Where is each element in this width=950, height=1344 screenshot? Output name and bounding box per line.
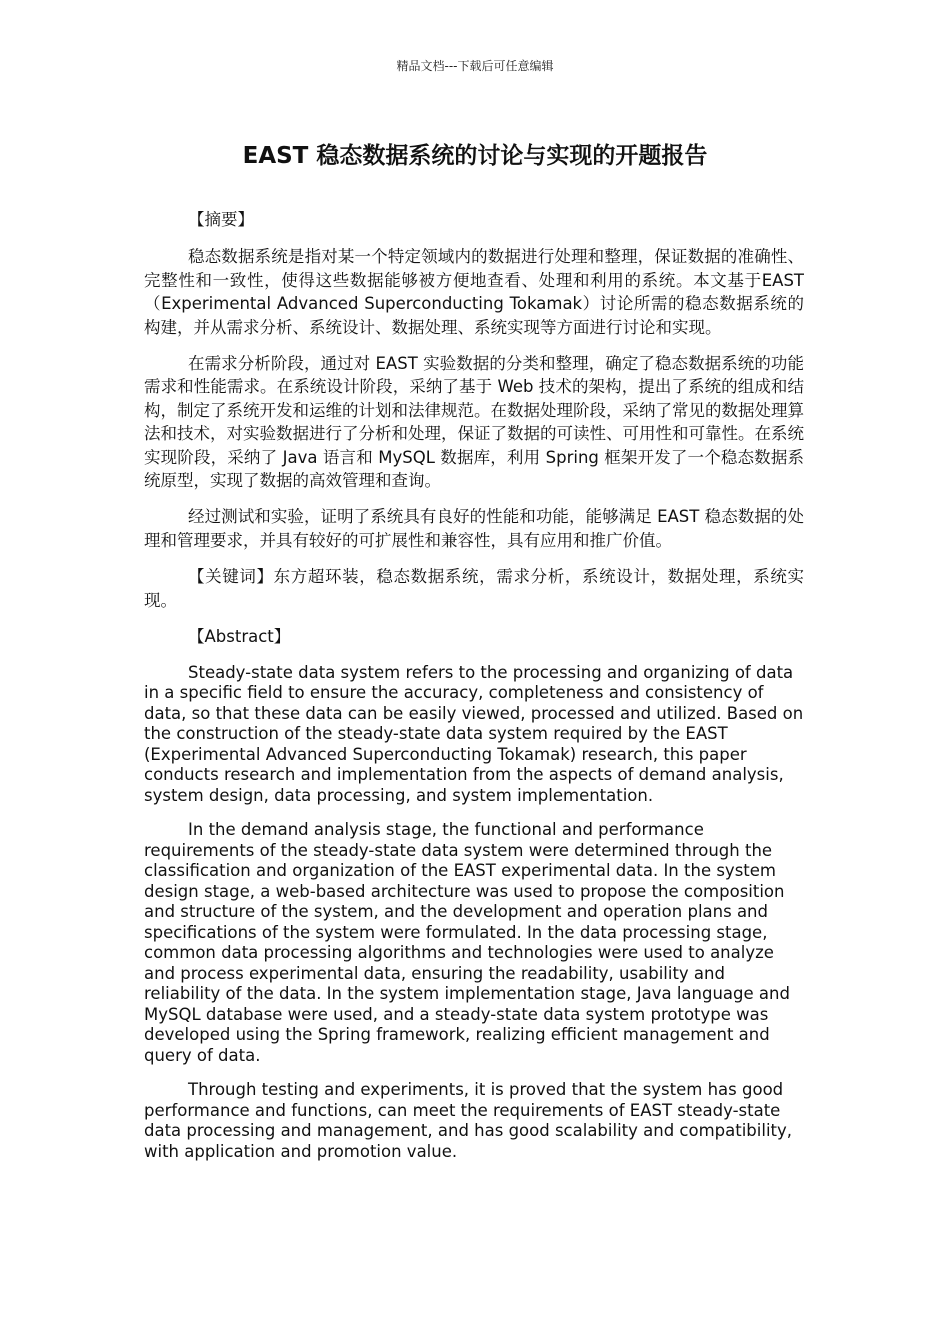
zh-keywords: 【关键词】东方超环装，稳态数据系统，需求分析，系统设计，数据处理，系统实现。 bbox=[144, 567, 804, 610]
en-abstract-paragraph-1: Steady-state data system refers to the processing and organizing of data in a specific field to ensure the accuracy, completeness and consistency of data, so that these data can be easily viewed, processed and utilized. Based on the construction of the steady-state data system required by the EAST (Experimental Advanced Superconducting Tokamak) research, this paper conducts research and implementation from the aspects of demand analysis, system design, data processing, and system implementation. bbox=[144, 662, 804, 805]
en-abstract-paragraph-3: Through testing and experiments, it is proved that the system has good performance and functions, can meet the requirements of EAST steady-state data processing and management, and has good scalability and compatibility, with application and promotion value. bbox=[144, 1080, 793, 1161]
zh-abstract-paragraph-2: 在需求分析阶段，通过对 EAST 实验数据的分类和整理，确定了稳态数据系统的功能需求和性能需求。在系统设计阶段，采纳了基于 Web 技术的架构，提出了系统的组成和结构，制定了系统开发和运维的计划和法律规范。在数据处理阶段，采纳了常见的数据处理算法和技术，对实验数据进行了分析和处理，保证了数据的可读性、可用性和可靠性。在系统实现阶段，采纳了 Java 语言和 MySQL 数据库，利用 Spring 框架开发了一个稳态数据系统原型，实现了数据的高效管理和查询。 bbox=[144, 354, 804, 491]
en-abstract-heading: 【Abstract】 bbox=[188, 627, 291, 647]
document-title: EAST 稳态数据系统的讨论与实现的开题报告 bbox=[242, 143, 708, 169]
page-header-note: 精品文档---下载后可任意编辑 bbox=[396, 59, 554, 73]
document-body bbox=[144, 208, 804, 1176]
zh-abstract-heading: 【摘要】 bbox=[188, 210, 254, 229]
zh-abstract-paragraph-3: 经过测试和实验，证明了系统具有良好的性能和功能，能够满足 EAST 稳态数据的处理和管理要求，并具有较好的可扩展性和兼容性，具有应用和推广价值。 bbox=[144, 507, 804, 550]
zh-abstract-paragraph-1: 稳态数据系统是指对某一个特定领域内的数据进行处理和整理，保证数据的准确性、完整性和一致性，使得这些数据能够被方便地查看、处理和利用的系统。本文基于EAST（Experimental Advanced Superconducting Tokamak）讨论所需的稳态数据系统的构建，并从需求分析、系统设计、数据处理、系统实现等方面进行讨论和实现。 bbox=[144, 247, 804, 337]
en-abstract-paragraph-2: In the demand analysis stage, the functional and performance requirements of the steady-state data system were determined through the classification and organization of the EAST experimental data. In the system design stage, a web-based architecture was used to propose the composition and structure of the system, and the development and operation plans and specifications of the system were formulated. In the data processing stage, common data processing algorithms and technologies were used to analyze and process experimental data, ensuring the readability, usability and reliability of the data. In the system implementation stage, Java language and MySQL database were used, and a steady-state data system prototype was developed using the Spring framework, realizing efficient management and query of data. bbox=[144, 820, 790, 1065]
